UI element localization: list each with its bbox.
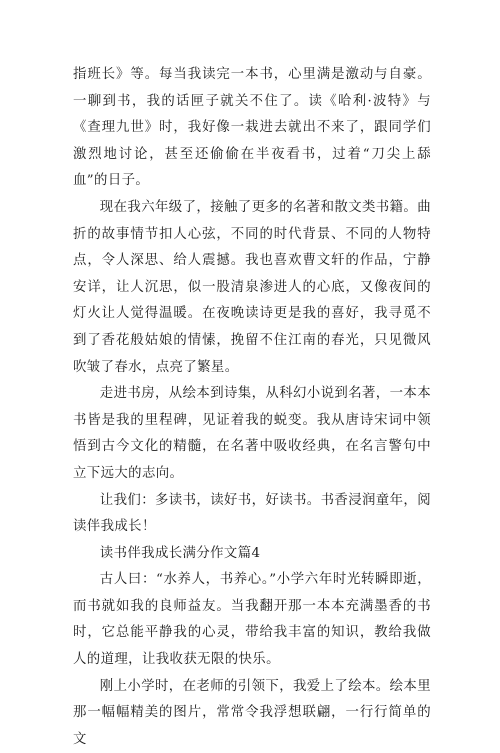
paragraph-6: 刚上小学时，在老师的引领下，我爱上了绘本。绘本里那一幅幅精美的图片，常常令我浮想联翩，一行行简单的文 — [73, 678, 431, 747]
paragraph-5: 古人曰：“水养人，书养心。”小学六年时光转瞬即逝，而书就如我的良师益友。当我翻开那一本本充满墨香的书时，它总能平静我的心灵，带给我丰富的知识，教给我做人的道理，让我收获无限的快乐。 — [73, 572, 431, 668]
paragraph-1: 指班长》等。每当我读完一本书，心里满是激动与自豪。一聊到书，我的话匣子就关不住了。读《哈利·波特》与《查理九世》时，我好像一栽进去就出不来了，跟同学们激烈地讨论，甚至还偷偷在半夜看书，过着“刀尖上舔血”的日子。 — [73, 67, 431, 189]
paragraph-3: 走进书房，从绘本到诗集，从科幻小说到名著，一本本书皆是我的里程碑，见证着我的蜕变。我从唐诗宋词中领悟到古今文化的精髓，在名著中吸收经典，在名言警句中立下远大的志向。 — [73, 386, 431, 481]
paragraph-2: 现在我六年级了，接触了更多的名著和散文类书籍。曲折的故事情节扣人心弦，不同的时代背景、不同的人物特点，令人深思、给人震撼。我也喜欢曹文轩的作品，宁静安详，让人沉思，似一股清泉渗进人的心底，又像夜间的灯火让人觉得温暖。在夜晚读诗更是我的喜好，我寻觅不到了香花般姑娘的情愫，挽留不住江南的春光，只见微风吹皱了春水，点亮了繁星。 — [73, 199, 431, 375]
section-heading: 读书伴我成长满分作文篇4 — [99, 545, 261, 561]
article-body — [73, 62, 431, 753]
paragraph-4: 让我们：多读书，读好书，好读书。书香浸润童年，阅读伴我成长！ — [73, 492, 431, 535]
